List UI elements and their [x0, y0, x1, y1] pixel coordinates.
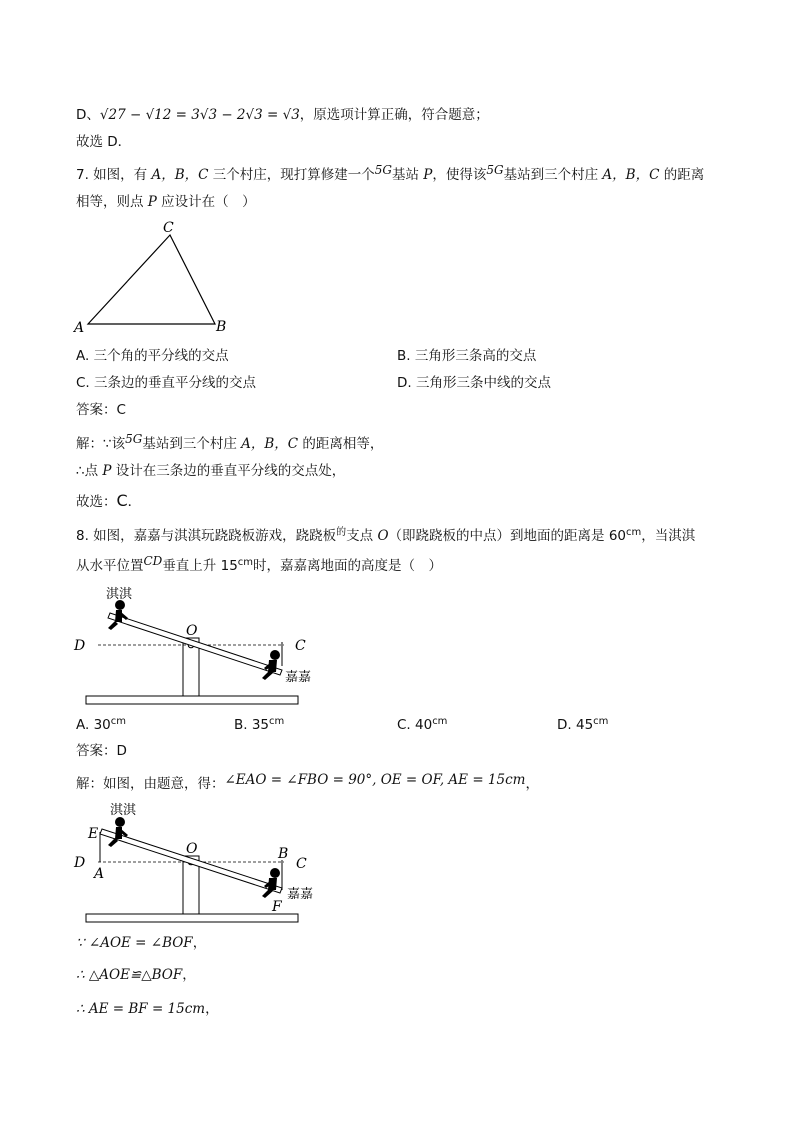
- q7-sol-text: 的距离相等，: [298, 436, 384, 452]
- q8-unit: cm: [432, 716, 448, 727]
- q7-sol-text: 基站到三个村庄: [142, 436, 242, 452]
- q7-answer: 答案：C: [76, 402, 126, 418]
- q8-unit: cm: [110, 716, 127, 727]
- label-e: E: [88, 826, 99, 842]
- q8-option-a: [76, 716, 126, 736]
- q7-sol-text: 故选：: [76, 494, 117, 510]
- q8-text: ，当淇淇: [641, 528, 696, 544]
- label-qiqi: 淇淇: [106, 587, 133, 602]
- q8-text: 支点: [346, 528, 378, 544]
- label-o: O: [186, 841, 198, 857]
- q7-solution-line-1: [76, 432, 384, 453]
- q8-sol-text: 解：如图，由题意，得：: [76, 776, 225, 792]
- q8-opt-text: A. 30: [76, 717, 111, 733]
- q8-seesaw-figure-2: [70, 800, 314, 926]
- q7-option-c: C. 三条边的垂直平分线的交点: [76, 375, 257, 391]
- q7-5g: 5G: [125, 432, 143, 446]
- q7-var-p: P: [423, 167, 433, 183]
- q8-step-comma: ，: [192, 935, 207, 951]
- label-a: A: [74, 320, 85, 336]
- q8-solution-line-1: [76, 772, 539, 793]
- q7-stem-line-1: [76, 163, 705, 184]
- q7-5g: 5G: [486, 163, 504, 177]
- q6-option-d-line: [76, 106, 489, 124]
- q7-text: ，使得该: [432, 167, 487, 183]
- q7-solution-line-3: [76, 492, 141, 511]
- q7-var-p: P: [102, 463, 112, 479]
- q7-sol-text: ．: [127, 494, 142, 510]
- label-a: A: [94, 866, 105, 882]
- q7-text: 7. 如图，有: [76, 167, 152, 183]
- q7-text: 的距离: [659, 167, 705, 183]
- q6-conclusion: 故选 D．: [76, 134, 132, 150]
- q7-vars: A，B，C: [602, 167, 660, 183]
- label-c: C: [163, 220, 174, 236]
- q8-step-2: [76, 966, 196, 984]
- label-c: C: [296, 856, 307, 872]
- q8-option-b: [234, 716, 284, 736]
- q6-option-d-prefix: D、: [76, 107, 100, 123]
- label-b: B: [278, 846, 289, 862]
- q8-option-c: [397, 716, 447, 736]
- q8-step-comma: ，: [182, 967, 196, 983]
- label-b: B: [216, 319, 227, 335]
- q8-text: 从水平位置: [76, 558, 144, 574]
- q7-text: 基站到三个村庄: [503, 167, 603, 183]
- q8-opt-text: B. 35: [234, 717, 270, 733]
- label-d: D: [74, 638, 86, 654]
- ground: [86, 696, 298, 704]
- q7-5g: 5G: [374, 163, 392, 177]
- q6-option-d-suffix: ，原选项计算正确，符合题意；: [299, 107, 489, 123]
- q8-unit: cm: [593, 716, 609, 727]
- q7-sol-choice: C: [116, 491, 128, 510]
- q7-sol-text: 设计在三条边的垂直平分线的交点处，: [111, 463, 346, 479]
- q8-step-math: ∵ ∠AOE = ∠BOF: [76, 935, 193, 951]
- q8-sol-text: ，: [525, 776, 539, 792]
- q8-unit: cm: [237, 557, 254, 568]
- ground: [86, 914, 298, 922]
- q7-sol-vars: A，B，C: [241, 436, 299, 452]
- triangle-abc: [88, 235, 215, 324]
- q8-unit: cm: [269, 716, 285, 727]
- q8-step-comma: ，: [205, 1001, 219, 1017]
- q8-text: 的: [336, 527, 347, 538]
- label-jiajia: 嘉嘉: [285, 670, 312, 685]
- label-c: C: [295, 638, 306, 654]
- q7-text: 应设计在（ ）: [156, 194, 256, 210]
- q7-sol-text: ∴点: [76, 463, 103, 479]
- q8-unit: cm: [626, 527, 642, 538]
- label-d: D: [74, 855, 86, 871]
- q6-option-d-math: √27 − √12 = 3√3 − 2√3 = √3: [99, 107, 300, 123]
- q8-text: （即跷跷板的中点）到地面的距离是 60: [388, 528, 627, 544]
- q8-var-cd: CD: [143, 554, 163, 568]
- q8-answer: 答案：D: [76, 743, 127, 759]
- q7-text: 相等，则点: [76, 194, 148, 210]
- label-o: O: [186, 623, 198, 639]
- label-f: F: [272, 899, 282, 915]
- q7-text: 基站: [392, 167, 424, 183]
- q7-text: 三个村庄，现打算修建一个: [208, 167, 375, 183]
- label-qiqi: 淇淇: [110, 803, 137, 818]
- q8-step-math: ∴ AE = BF = 15cm: [76, 1001, 206, 1017]
- q7-vars: A，B，C: [151, 167, 209, 183]
- q8-opt-text: C. 40: [397, 717, 433, 733]
- q8-stem-line-1: [76, 527, 695, 547]
- q8-text: 8. 如图，嘉嘉与淇淇玩跷跷板游戏，跷跷板: [76, 528, 337, 544]
- q8-text: 时，嘉嘉离地面的高度是（ ）: [253, 558, 443, 574]
- q8-sol-math: ∠EAO = ∠FBO = 90°, OE = OF, AE = 15cm: [224, 772, 526, 788]
- q7-sol-text: 解：∵该: [76, 436, 126, 452]
- q8-text: 垂直上升 15: [162, 558, 238, 574]
- q7-option-b: B. 三角形三条高的交点: [397, 348, 537, 364]
- label-jiajia: 嘉嘉: [287, 887, 314, 902]
- q8-seesaw-figure-1: [70, 584, 310, 710]
- q7-option-d: D. 三角形三条中线的交点: [397, 375, 551, 391]
- q8-step-math: ∴ △AOE≌△BOF: [76, 967, 183, 983]
- q7-solution-line-2: [76, 462, 345, 480]
- q8-option-d: [557, 716, 608, 736]
- q7-option-a: A. 三个角的平分线的交点: [76, 348, 229, 364]
- q7-stem-line-2: [76, 193, 256, 211]
- q8-step-1: [76, 934, 206, 952]
- q8-stem-line-2: [76, 554, 443, 577]
- q7-triangle-figure: [70, 218, 240, 338]
- q8-opt-text: D. 45: [557, 717, 594, 733]
- q8-var-o: O: [377, 528, 389, 544]
- q7-var-p: P: [147, 194, 157, 210]
- q8-step-3: [76, 1000, 219, 1018]
